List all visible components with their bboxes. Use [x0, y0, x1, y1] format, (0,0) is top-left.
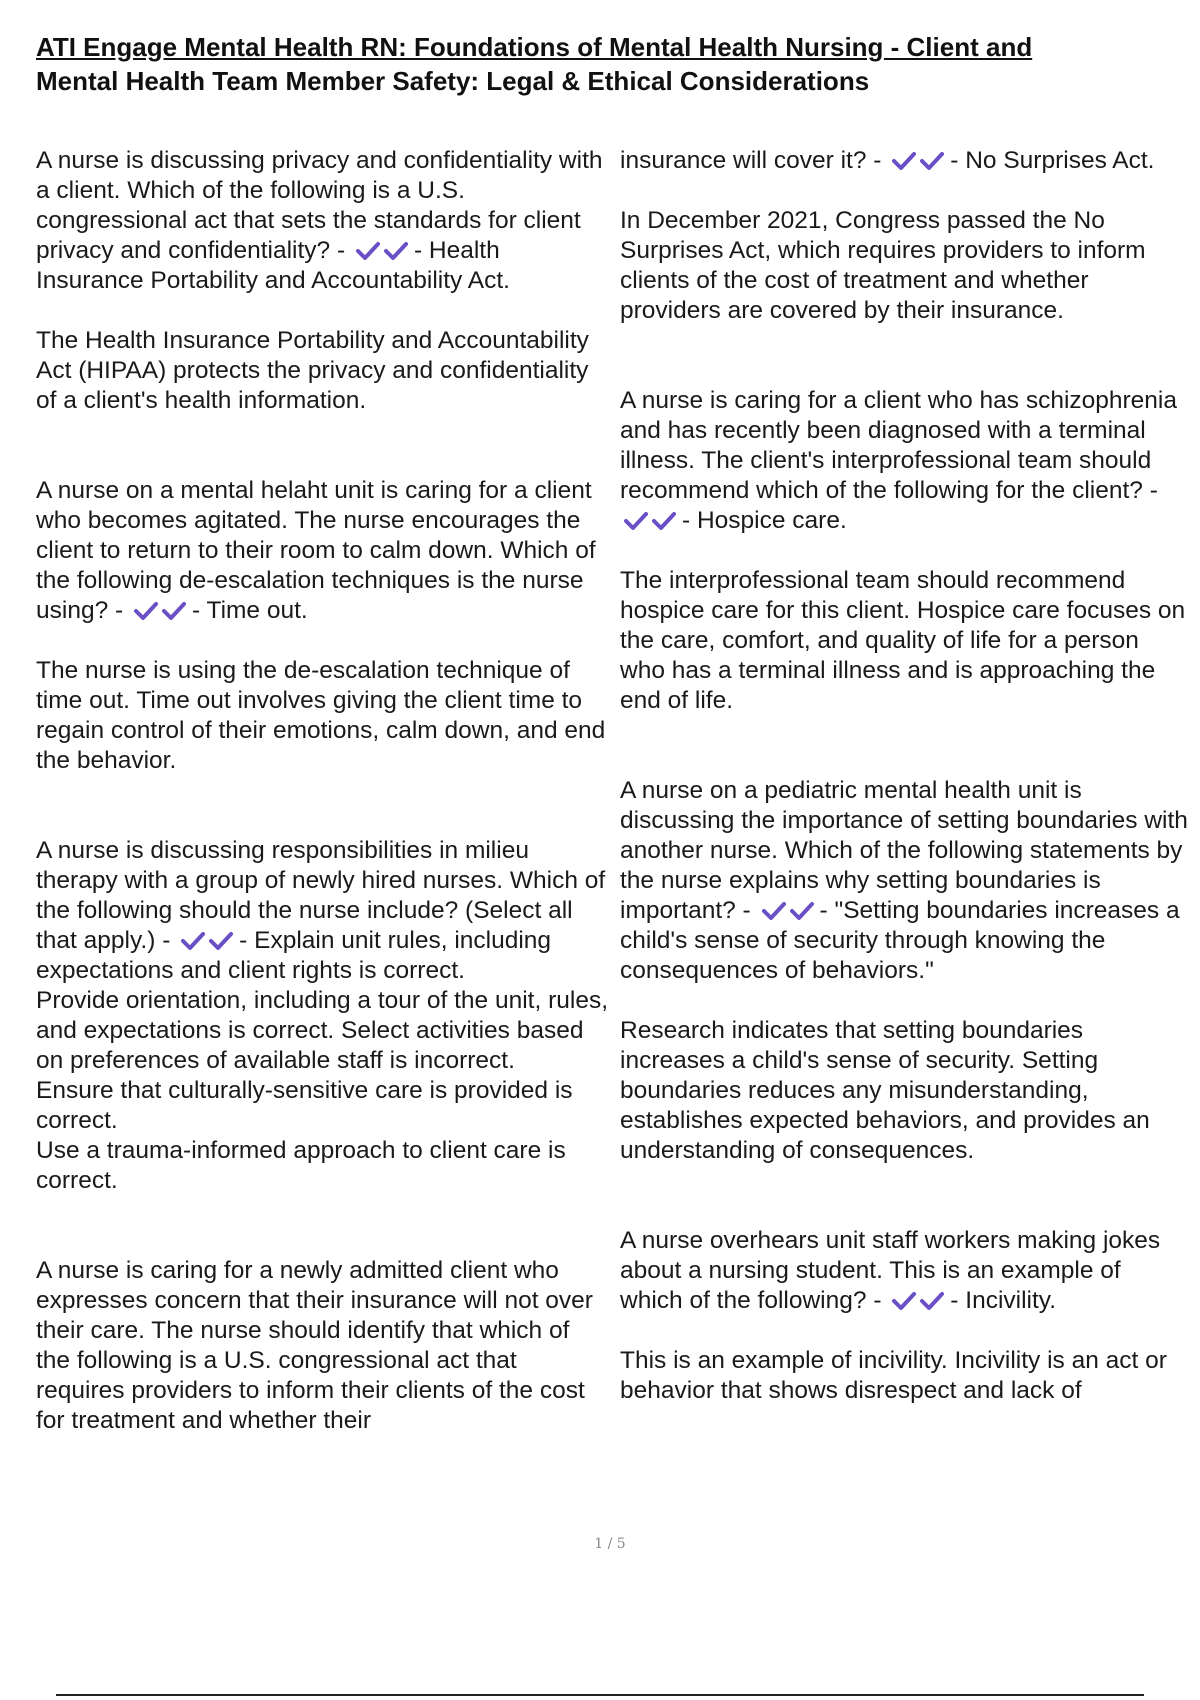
document-title-line-1: ATI Engage Mental Health RN: Foundations of Mental Health Nursing - Client and [36, 32, 1033, 62]
double-check-icon [760, 900, 818, 922]
question-text: A nurse is caring for a newly admitted client who expresses concern that their insurance will not over their care. The nurse should identify that which of the following is a U.S. congressional act that requires providers to inform their clients of the cost for treatment and whether their [36, 1257, 593, 1434]
flashcard-no-surprises-start [36, 1256, 608, 1436]
rationale-line: Use a trauma-informed approach to client care is correct. [36, 1137, 566, 1194]
question-answer [620, 146, 1190, 176]
right-column [620, 146, 1190, 1406]
flashcard-time-out [36, 476, 608, 776]
rationale-line: Ensure that culturally-sensitive care is provided is correct. [36, 1077, 573, 1134]
left-column [36, 146, 608, 1436]
answer-text: - Explain unit rules, including expectations and client rights is correct. [36, 927, 552, 984]
double-check-icon [179, 930, 237, 952]
flashcard-incivility [620, 1226, 1190, 1406]
rationale-text: In December 2021, Congress passed the No Surprises Act, which requires providers to inform clients of the cost of treatment and whether providers are covered by their insurance. [620, 207, 1146, 324]
question-text: A nurse is discussing responsibilities in milieu therapy with a group of newly hired nurses. Which of the following should the nurse include? (Select all that apply.) - [36, 837, 606, 954]
question-text: A nurse overhears unit staff workers making jokes about a nursing student. This is an example of which of the following? - [620, 1227, 1161, 1314]
double-check-icon [890, 150, 948, 172]
double-check-icon [132, 600, 190, 622]
flashcard-hospice [620, 386, 1190, 716]
question-answer [36, 476, 608, 626]
answer-text: - Time out. [191, 597, 308, 624]
answer-text: - Incivility. [950, 1287, 1057, 1314]
rationale-text: The interprofessional team should recommend hospice care for this client. Hospice care focuses on the care, comfort, and quality of life for a person who has a terminal illness and is approaching the end of life. [620, 567, 1186, 714]
answer-text: - Hospice care. [682, 507, 847, 534]
flashcard-no-surprises-end [620, 146, 1190, 326]
rationale-text: The Health Insurance Portability and Accountability Act (HIPAA) protects the privacy and confidentiality of a client's health information. [36, 327, 589, 414]
answer-text: - No Surprises Act. [950, 147, 1155, 174]
rationale-line: Provide orientation, including a tour of the unit, rules, and expectations is correct. Select activities based on preferences of available staff is incorrect. [36, 987, 609, 1074]
question-answer [620, 386, 1190, 536]
question-answer [36, 836, 608, 986]
question-text: A nurse on a mental helaht unit is caring for a client who becomes agitated. The nurse encourages the client to return to their room to calm down. Which of the following de-escalation techniques is the nurse using? - [36, 477, 596, 624]
double-check-icon [354, 240, 412, 262]
question-answer [36, 146, 608, 296]
answer-text: - Health Insurance Portability and Accountability Act. [36, 237, 510, 294]
question-answer [620, 1226, 1190, 1316]
question-text: insurance will cover it? - [620, 147, 882, 174]
rationale-text: This is an example of incivility. Incivility is an act or behavior that shows disrespect and lack of [620, 1347, 1167, 1404]
question-text: A nurse on a pediatric mental health unit is discussing the importance of setting boundaries with another nurse. Which of the following statements by the nurse explains why setting boundaries is important? - [620, 777, 1188, 924]
question-answer [620, 776, 1190, 986]
rationale-text: The nurse is using the de-escalation technique of time out. Time out involves giving the client time to regain control of their emotions, calm down, and end the behavior. [36, 657, 606, 774]
flashcard-hipaa [36, 146, 608, 416]
rationale-text: Research indicates that setting boundaries increases a child's sense of security. Setting boundaries reduces any misunderstanding, establishes expected behaviors, and provides an understanding of consequences. [620, 1017, 1150, 1164]
flashcard-milieu-therapy [36, 836, 608, 1196]
answer-text: - "Setting boundaries increases a child's sense of security through knowing the consequences of behaviors." [620, 897, 1180, 984]
question-text: A nurse is caring for a client who has schizophrenia and has recently been diagnosed with a terminal illness. The client's interprofessional team should recommend which of the following for the client? - [620, 387, 1177, 504]
double-check-icon [622, 510, 680, 532]
question-text: A nurse is discussing privacy and confidentiality with a client. Which of the following is a U.S. congressional act that sets the standards for client privacy and confidentiality? - [36, 147, 603, 264]
double-check-icon [890, 1290, 948, 1312]
footer-divider [56, 1694, 1144, 1696]
document-title [36, 30, 1186, 98]
flashcard-boundaries [620, 776, 1190, 1166]
document-title-line-2: Mental Health Team Member Safety: Legal & Ethical Considerations [36, 66, 870, 96]
page-number: 1 / 5 [594, 1536, 626, 1552]
